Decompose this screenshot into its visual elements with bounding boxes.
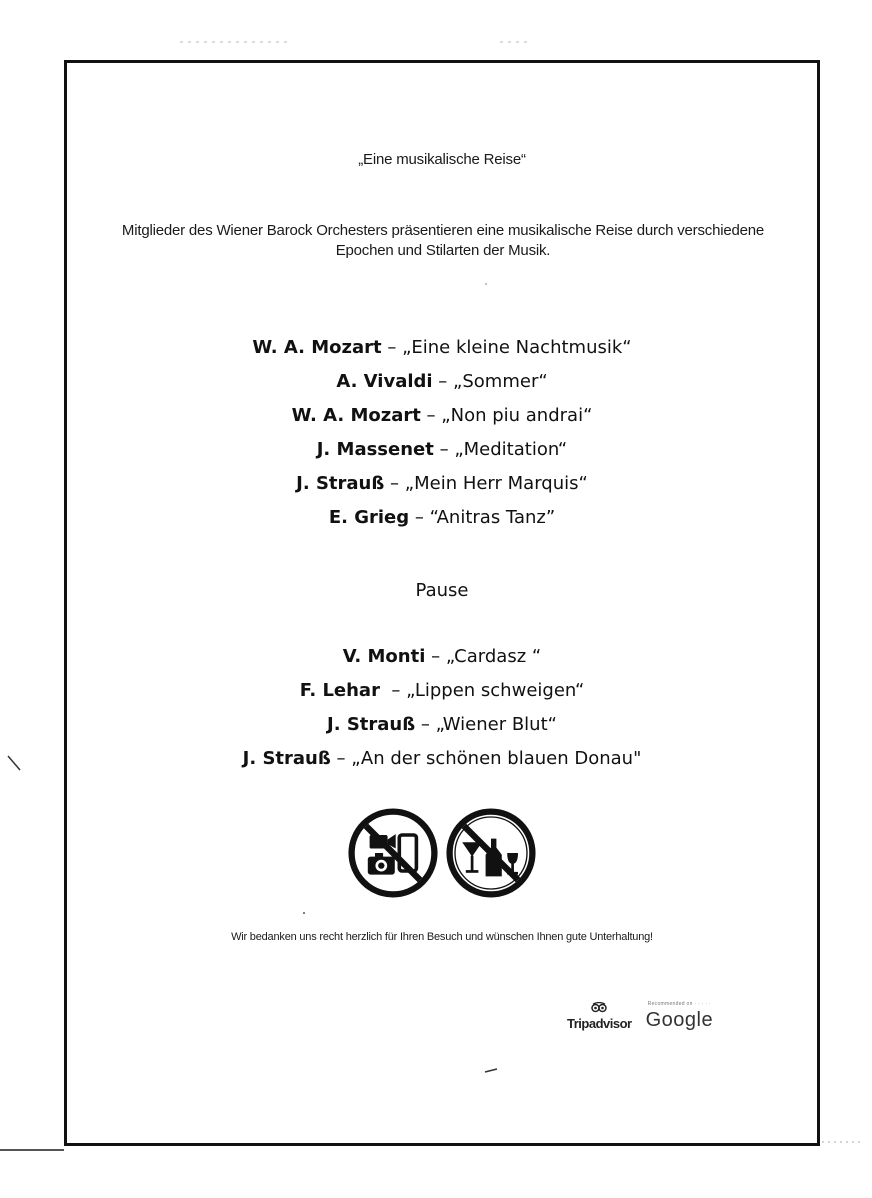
- work-title: „Sommer“: [453, 371, 548, 392]
- google-badge: [646, 1001, 714, 1031]
- prohibition-icons: [67, 808, 817, 898]
- pause-label: Pause: [415, 580, 469, 601]
- composer-name: W. A. Mozart: [291, 405, 421, 426]
- thanks-note: Wir bedanken uns recht herzlich für Ihren Besuch und wünschen Ihnen gute Unterhaltung!: [231, 931, 653, 943]
- no-food-drink-icon: [446, 808, 536, 898]
- review-badges: [567, 1001, 713, 1031]
- separator: –: [432, 371, 454, 392]
- concert-title: „Eine musikalische Reise“: [358, 151, 526, 168]
- no-photo-video-icon: [348, 808, 438, 898]
- work-title: „Meditation“: [454, 439, 568, 460]
- intro-text: Mitglieder des Wiener Barock Orchesters präsentieren eine musikalische Reise durch verschiedene Epochen und Stilarten der Musik.: [121, 222, 765, 259]
- separator: –: [384, 473, 405, 494]
- separator: –: [433, 439, 455, 460]
- composer-name: W. A. Mozart: [252, 337, 382, 358]
- composer-name: J. Strauß: [242, 748, 331, 769]
- separator: –: [330, 748, 352, 769]
- work-title: “Anitras Tanz”: [429, 507, 556, 528]
- program-item: [67, 742, 817, 776]
- work-title: „Wiener Blut“: [435, 714, 557, 735]
- work-title: „Mein Herr Marquis“: [404, 473, 588, 494]
- program-item: [67, 331, 817, 365]
- program-sheet: [64, 60, 820, 1146]
- program-part-2: [67, 640, 817, 776]
- composer-name: F. Lehar: [299, 680, 380, 701]
- google-caption: Recommended on · · · · ·: [647, 1001, 711, 1007]
- composer-name: A. Vivaldi: [336, 371, 433, 392]
- program-item: [67, 674, 817, 708]
- separator: –: [425, 646, 446, 667]
- program-item: [67, 399, 817, 433]
- separator: –: [420, 405, 442, 426]
- separator: –: [409, 507, 430, 528]
- program-item: [67, 708, 817, 742]
- separator: –: [415, 714, 436, 735]
- work-title: „An der schönen blauen Donau": [351, 748, 642, 769]
- program-item: [67, 640, 817, 674]
- program-item: [67, 433, 817, 467]
- work-title: „Cardasz “: [445, 646, 542, 667]
- program-item: [67, 467, 817, 501]
- program-part-1: [67, 331, 817, 535]
- composer-name: V. Monti: [342, 646, 426, 667]
- separator: –: [381, 337, 403, 358]
- tripadvisor-badge: [567, 1002, 632, 1031]
- program-item: [67, 501, 817, 535]
- tripadvisor-label: Tripadvisor: [567, 1016, 632, 1031]
- google-label: Google: [645, 1009, 714, 1031]
- work-title: „Lippen schweigen“: [406, 680, 585, 701]
- separator: –: [379, 680, 407, 701]
- composer-name: J. Strauß: [327, 714, 416, 735]
- composer-name: J. Massenet: [316, 439, 434, 460]
- composer-name: E. Grieg: [328, 507, 410, 528]
- composer-name: J. Strauß: [296, 473, 385, 494]
- owl-icon: [591, 1002, 607, 1014]
- program-item: [67, 365, 817, 399]
- work-title: „Non piu andrai“: [441, 405, 593, 426]
- work-title: „Eine kleine Nachtmusik“: [402, 337, 632, 358]
